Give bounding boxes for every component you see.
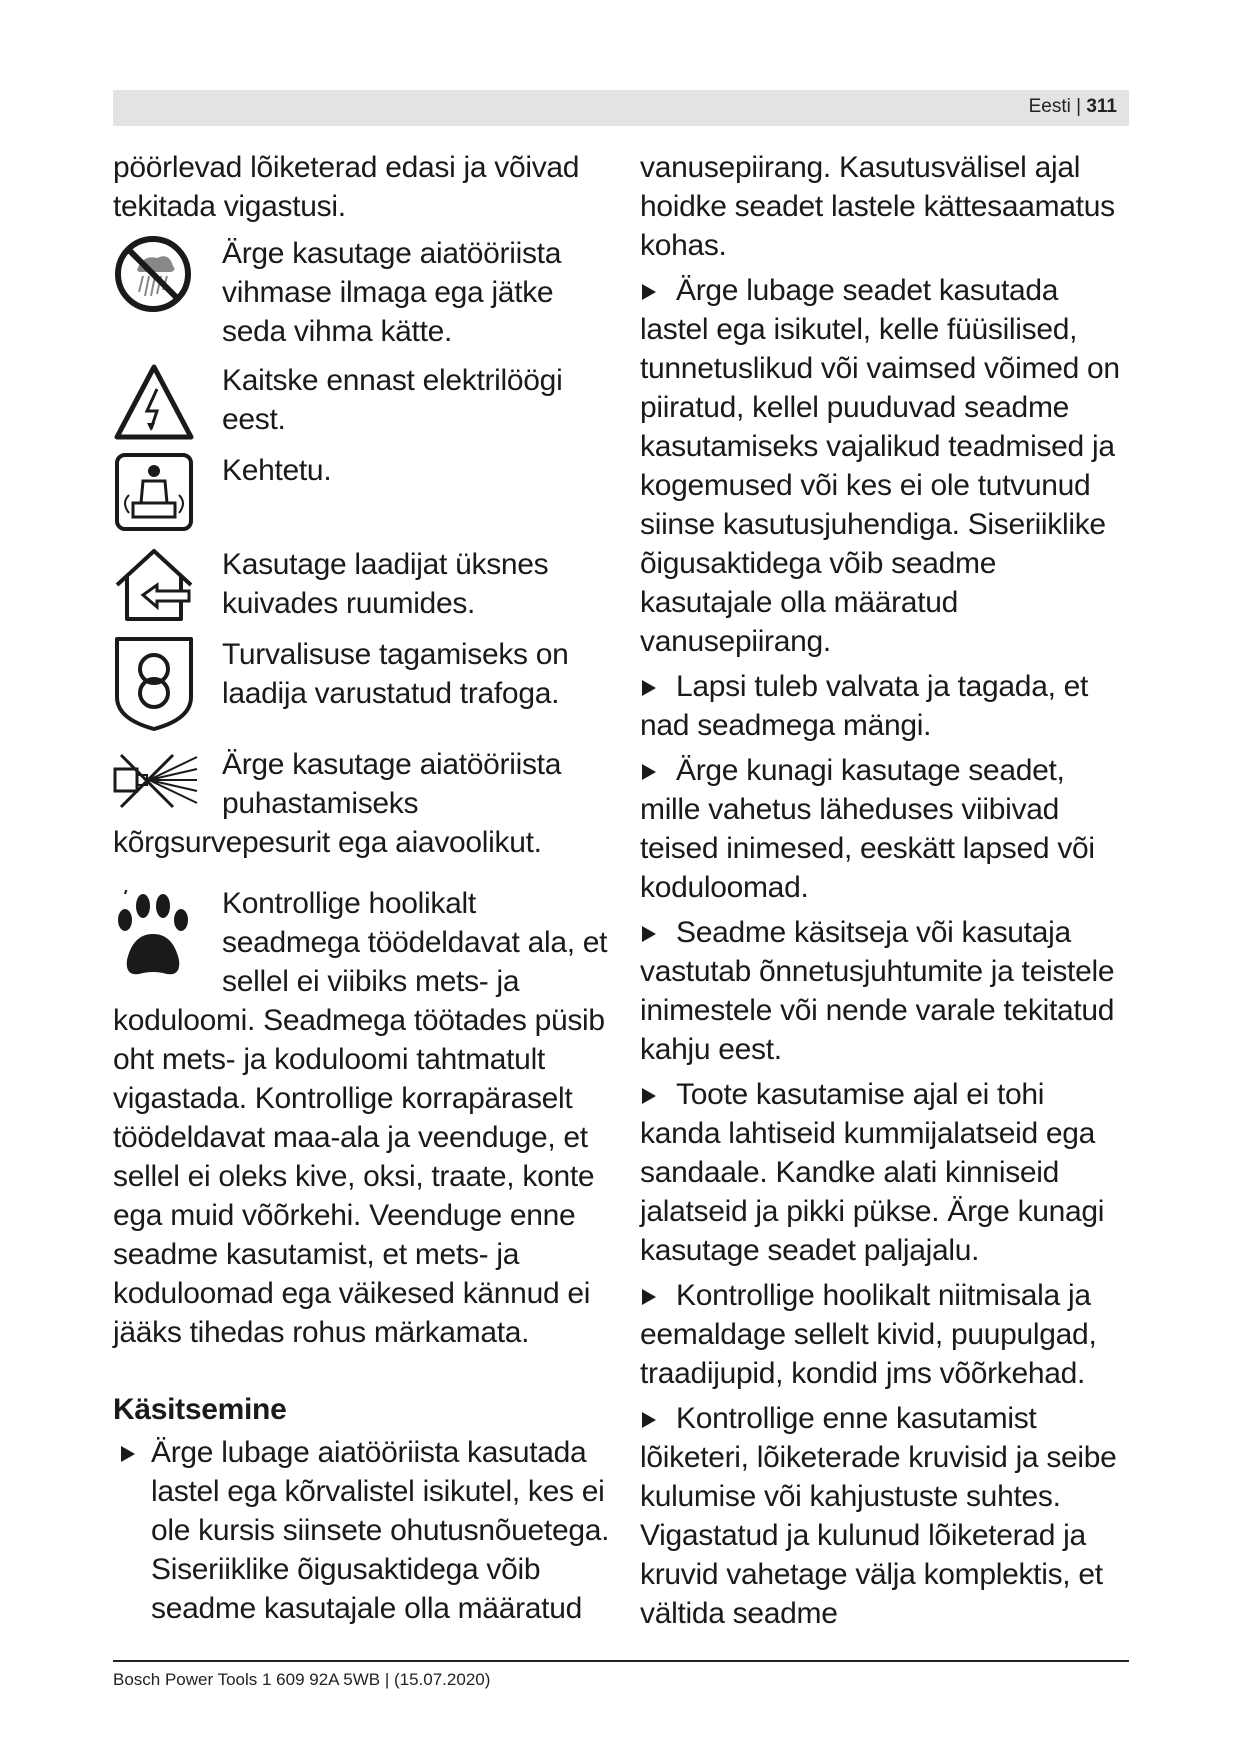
no-rain-text: Ärge kasutage aiatööriista vihmase ilmaga ega jätke seda vihma kätte. [222,237,562,348]
right-bullet-2 [640,667,1130,745]
indoor-use-house-icon [113,545,199,625]
paw-print-icon [113,890,199,980]
no-rain-icon [113,234,199,314]
right-bullet-4 [640,913,1130,1069]
right-intro: vanusepiirang. Kasutusvälisel ajal hoidke seadet lastele kättesaamatus kohas. [640,151,1115,262]
right-bullet-text-6: Kontrollige hoolikalt niitmisala ja eemaldage sellelt kivid, puupulgad, traadijupid, kondid jms võõrkehad. [640,1279,1097,1390]
icon-row-shock [113,361,613,443]
page-header [113,90,1129,126]
bullet-arrow-icon [642,764,656,780]
left-column [113,148,613,1631]
icon-row-transformer [113,635,613,733]
right-bullet-3 [640,751,1130,907]
bullet-arrow-icon [642,284,656,300]
left-intro: pöörlevad lõiketerad edasi ja võivad tekitada vigastusi. [113,151,580,223]
bullet-arrow-icon [642,680,656,696]
footer-divider [113,1660,1129,1662]
pressure-washer-text: Ärge kasutage aiatööriista puhastamiseks kõrgsurvepesurit ega aiavoolikut. [113,748,562,859]
icon-row-indoor [113,545,613,625]
right-bullet-6 [640,1276,1130,1393]
operator-symbol-icon [113,451,199,533]
right-bullet-text-5: Toote kasutamise ajal ei tohi kanda lahtiseid kummijalatseid ega sandaale. Kandke alati kinniseid jalatseid ja pikki pükse. Ärge kunagi kasutage seadet paljajalu. [640,1078,1105,1267]
icon-row-operator [113,451,613,533]
transformer-text: Turvalisuse tagamiseks on laadija varustatud trafoga. [222,638,569,710]
bullet-arrow-icon [642,1412,656,1428]
right-bullet-1 [640,271,1130,661]
section-title: Käsitsemine [113,1393,287,1426]
right-column [640,148,1130,1636]
bullet-arrow-icon [642,926,656,942]
left-bullet [113,1433,613,1628]
right-bullet-text-2: Lapsi tuleb valvata ja tagada, et nad seadmega mängi. [640,670,1089,742]
animals-block [113,884,613,1352]
left-bullet-text: Ärge lubage aiatööriista kasutada lastel ega kõrvalistel isikutel, kes ei ole kursis siinsete ohutusnõuetega. Siseriiklike õigusaktidega võib seadme kasutajale olla määratud [151,1436,610,1625]
page-number: 311 [1086,96,1117,117]
pressure-washer-block [113,745,613,862]
footer-text: Bosch Power Tools 1 609 92A 5WB | (15.07.2020) [113,1670,491,1689]
right-bullet-text-3: Ärge kunagi kasutage seadet, mille vahetus läheduses viibivad teised inimesed, eeskätt lapsed või koduloomad. [640,754,1095,904]
header-language: Eesti [1028,96,1071,117]
header-text: Eesti | 311 [1028,96,1117,117]
bullet-arrow-icon [642,1289,656,1305]
icon-row-rain [113,234,613,351]
right-bullet-text-1: Ärge lubage seadet kasutada lastel ega isikutel, kelle füüsilised, tunnetuslikud või vaimsed võimed on piiratud, kellel puuduvad seadme kasutamiseks vajalikud teadmised ja kogemused või kes ei ole tutvunud siinse kasutusjuhendiga. Siseriiklike õigusaktidega võib seadme kasutajale olla määratud vanusepiirang. [640,274,1120,658]
right-bullet-text-7: Kontrollige enne kasutamist lõiketeri, lõiketerade kruvisid ja seibe kulumise või kahjustuste suhtes. Vigastatud ja kulunud lõiketerad ja kruvid vahetage välja komplektis, et vältida seadme [640,1402,1117,1630]
right-bullet-text-4: Seadme käsitseja või kasutaja vastutab õnnetusjuhtumite ja teistele inimestele või nende varale tekitatud kahju eest. [640,916,1115,1066]
electric-shock-warning-icon [113,361,199,443]
shock-text: Kaitske ennast elektrilöögi eest. [222,364,563,436]
indoor-text: Kasutage laadijat üksnes kuivades ruumides. [222,548,549,620]
bullet-arrow-icon [121,1446,135,1462]
no-pressure-washer-icon [113,751,199,811]
animals-text: Kontrollige hoolikalt seadmega töödeldavat ala, et sellel ei viibiks mets- ja koduloomi. Seadmega töötades püsib oht mets- ja koduloomi tahtmatult vigastada. Kontrollige korrapäraselt töödeldavat maa-ala ja veenduge, et sellel ei oleks kive, oksi, traate, konte ega muid võõrkehi. Veenduge enne seadme kasutamist, et mets- ja koduloomad ega väikesed kännud ei jääks tihedas rohus märkamata. [113,887,608,1349]
bullet-arrow-icon [642,1088,656,1104]
operator-text: Kehtetu. [222,454,332,487]
right-bullet-5 [640,1075,1130,1270]
right-bullet-7 [640,1399,1130,1633]
safety-transformer-icon [113,635,199,733]
